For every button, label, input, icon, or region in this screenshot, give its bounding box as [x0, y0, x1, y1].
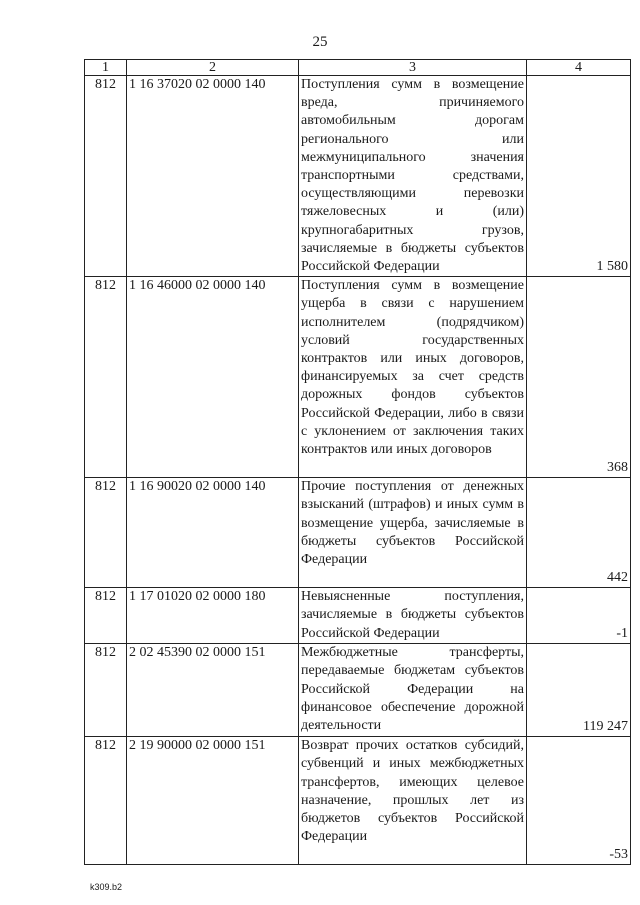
amount-cell: 1 580 [527, 76, 631, 277]
amount-cell: 119 247 [527, 644, 631, 737]
column-header: 1 [85, 60, 127, 76]
budget-code-cell: 2 19 90000 02 0000 151 [127, 737, 299, 865]
table-row [85, 737, 631, 865]
admin-code-cell: 812 [85, 277, 127, 478]
admin-code-cell: 812 [85, 737, 127, 865]
table-header-row [85, 60, 631, 76]
amount-cell: 442 [527, 478, 631, 588]
description-cell: Прочие поступления от денежных взысканий (штрафов) и иных сумм в возмещение ущерба, зачисляемые в бюджеты субъектов Российской Федерации [299, 478, 527, 588]
admin-code-cell: 812 [85, 644, 127, 737]
table-row [85, 644, 631, 737]
table-row [85, 76, 631, 277]
description-cell: Возврат прочих остатков субсидий, субвенций и иных межбюджетных трансфертов, имеющих целевое назначение, прошлых лет из бюджетов субъектов Российской Федерации [299, 737, 527, 865]
table-row [85, 588, 631, 644]
page-number: 25 [312, 34, 328, 50]
budget-code-cell: 1 16 37020 02 0000 140 [127, 76, 299, 277]
description-cell: Невыясненные поступления, зачисляемые в бюджеты субъектов Российской Федерации [299, 588, 527, 644]
amount-cell: -1 [527, 588, 631, 644]
revenue-table [84, 59, 631, 865]
column-header: 2 [127, 60, 299, 76]
budget-code-cell: 2 02 45390 02 0000 151 [127, 644, 299, 737]
admin-code-cell: 812 [85, 588, 127, 644]
admin-code-cell: 812 [85, 76, 127, 277]
table-row [85, 478, 631, 588]
admin-code-cell: 812 [85, 478, 127, 588]
amount-cell: 368 [527, 277, 631, 478]
column-header: 4 [527, 60, 631, 76]
table-row [85, 277, 631, 478]
description-cell: Поступления сумм в возмещение вреда, причиняемого автомобильным дорогам регионального или межмуниципального значения транспортными средствами, осуществляющими перевозки тяжеловесных и (или) крупногабаритных грузов, зачисляемые в бюджеты субъектов Российской Федерации [299, 76, 527, 277]
description-cell: Поступления сумм в возмещение ущерба в связи с нарушением исполнителем (подрядчиком) условий государственных контрактов или иных договоров, финансируемых за счет средств дорожных фондов субъектов Российской Федерации, либо в связи с уклонением от заключения таких контрактов или иных договоров [299, 277, 527, 478]
budget-code-cell: 1 17 01020 02 0000 180 [127, 588, 299, 644]
budget-code-cell: 1 16 90020 02 0000 140 [127, 478, 299, 588]
amount-cell: -53 [527, 737, 631, 865]
description-cell: Межбюджетные трансферты, передаваемые бюджетам субъектов Российской Федерации на финансовое обеспечение дорожной деятельности [299, 644, 527, 737]
budget-code-cell: 1 16 46000 02 0000 140 [127, 277, 299, 478]
document-footer-code: k309.b2 [90, 882, 123, 892]
column-header: 3 [299, 60, 527, 76]
